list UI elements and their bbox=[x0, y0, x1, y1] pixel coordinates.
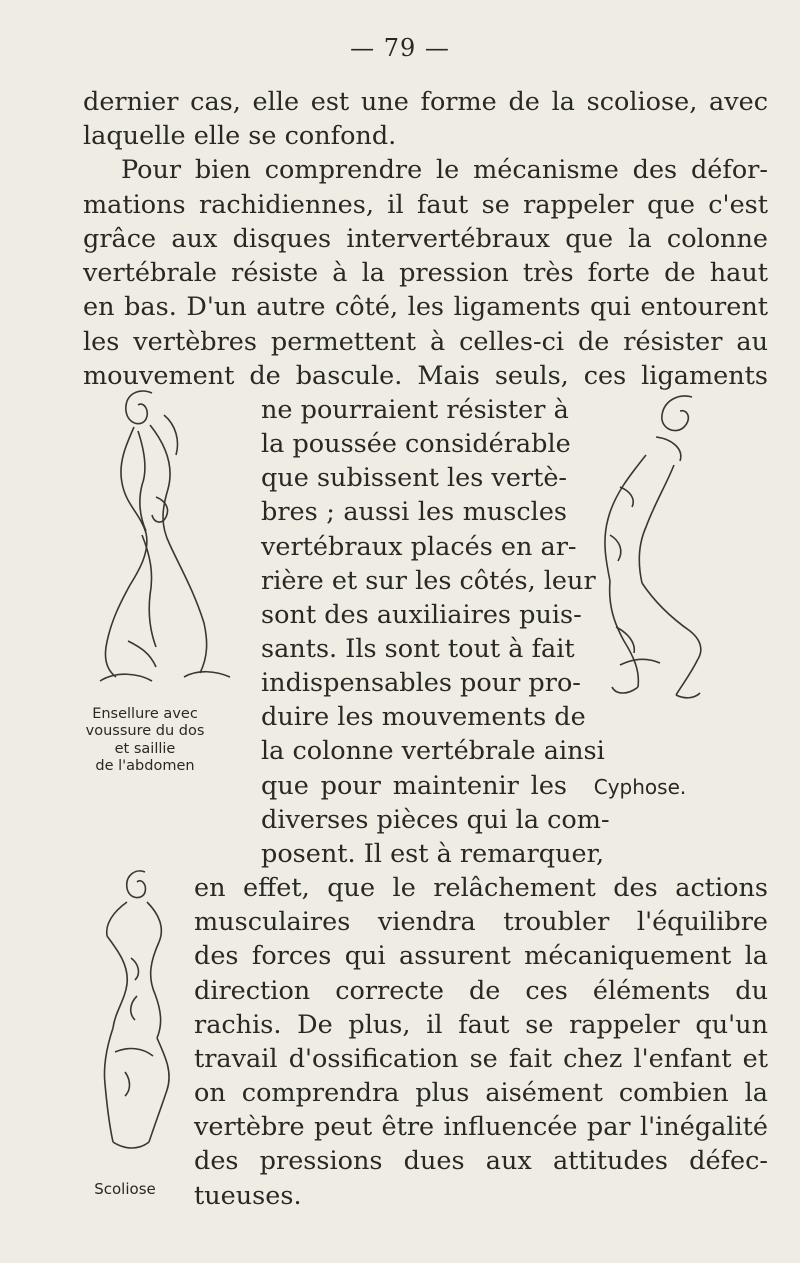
text-line: vertèbre peut être influencée par l'inégalité bbox=[194, 1112, 768, 1142]
text-line: direction correcte de ces éléments du bbox=[194, 976, 768, 1006]
text-line: on comprendra plus aisément combien la bbox=[194, 1078, 768, 1108]
ensellure-caption-line: voussure du dos bbox=[85, 723, 205, 739]
text-line: sont des auxiliaires puis- bbox=[261, 600, 582, 630]
text-line: ne pourraient résister à bbox=[261, 395, 569, 425]
scoliose-figure bbox=[85, 866, 195, 1156]
text-line: sants. Ils sont tout à fait bbox=[261, 634, 575, 664]
text-line: que subissent les vertè- bbox=[261, 463, 568, 493]
text-line: bres ; aussi les muscles bbox=[261, 497, 567, 527]
text-line: des forces qui assurent mécaniquement la bbox=[194, 941, 768, 971]
text-line: laquelle elle se confond. bbox=[83, 121, 397, 151]
text-line: dernier cas, elle est une forme de la scoliose, avec bbox=[83, 87, 768, 117]
text-line: rachis. De plus, il faut se rappeler qu'un bbox=[194, 1010, 768, 1040]
text-line: vertébrale résiste à la pression très forte de haut bbox=[83, 258, 768, 288]
ensellure-caption-line: Ensellure avec bbox=[92, 706, 198, 722]
text-line: tueuses. bbox=[194, 1181, 302, 1211]
page-number: — 79 — bbox=[350, 34, 450, 62]
text-line: rière et sur les côtés, leur bbox=[261, 566, 596, 596]
ensellure-figure bbox=[80, 385, 240, 705]
ensellure-caption-line: et saillie bbox=[114, 741, 176, 757]
text-line: des pressions dues aux attitudes défec- bbox=[194, 1146, 768, 1176]
text-line: posent. Il est à remarquer, bbox=[261, 839, 605, 869]
text-line: travail d'ossification se fait chez l'enfant et bbox=[194, 1044, 768, 1074]
cyphose-figure bbox=[580, 395, 720, 755]
text-line: grâce aux disques intervertébraux que la colonne bbox=[83, 224, 768, 254]
text-line: mouvement de bascule. Mais seuls, ces ligaments bbox=[83, 361, 768, 391]
text-line: duire les mouvements de bbox=[261, 702, 586, 732]
text-line: en effet, que le relâchement des actions bbox=[194, 873, 768, 903]
text-line: la poussée considérable bbox=[261, 429, 571, 459]
text-line: mations rachidiennes, il faut se rappeler que c'est bbox=[83, 190, 768, 220]
text-line: que pour maintenir les bbox=[261, 771, 567, 801]
text-line: musculaires viendra troubler l'équilibre bbox=[194, 907, 768, 937]
text-line: diverses pièces qui la com- bbox=[261, 805, 610, 835]
text-line: vertébraux placés en ar- bbox=[261, 532, 577, 562]
text-line: la colonne vertébrale ainsi bbox=[261, 736, 605, 766]
text-line: Pour bien comprendre le mécanisme des défor- bbox=[121, 155, 768, 185]
text-line: les vertèbres permettent à celles-ci de résister au bbox=[83, 327, 768, 357]
text-line: indispensables pour pro- bbox=[261, 668, 581, 698]
scoliose-caption: Scoliose bbox=[94, 1180, 156, 1198]
cyphose-caption: Cyphose. bbox=[593, 775, 687, 799]
text-line: en bas. D'un autre côté, les ligaments qui entourent bbox=[83, 292, 768, 322]
ensellure-caption-line: de l'abdomen bbox=[95, 758, 195, 774]
